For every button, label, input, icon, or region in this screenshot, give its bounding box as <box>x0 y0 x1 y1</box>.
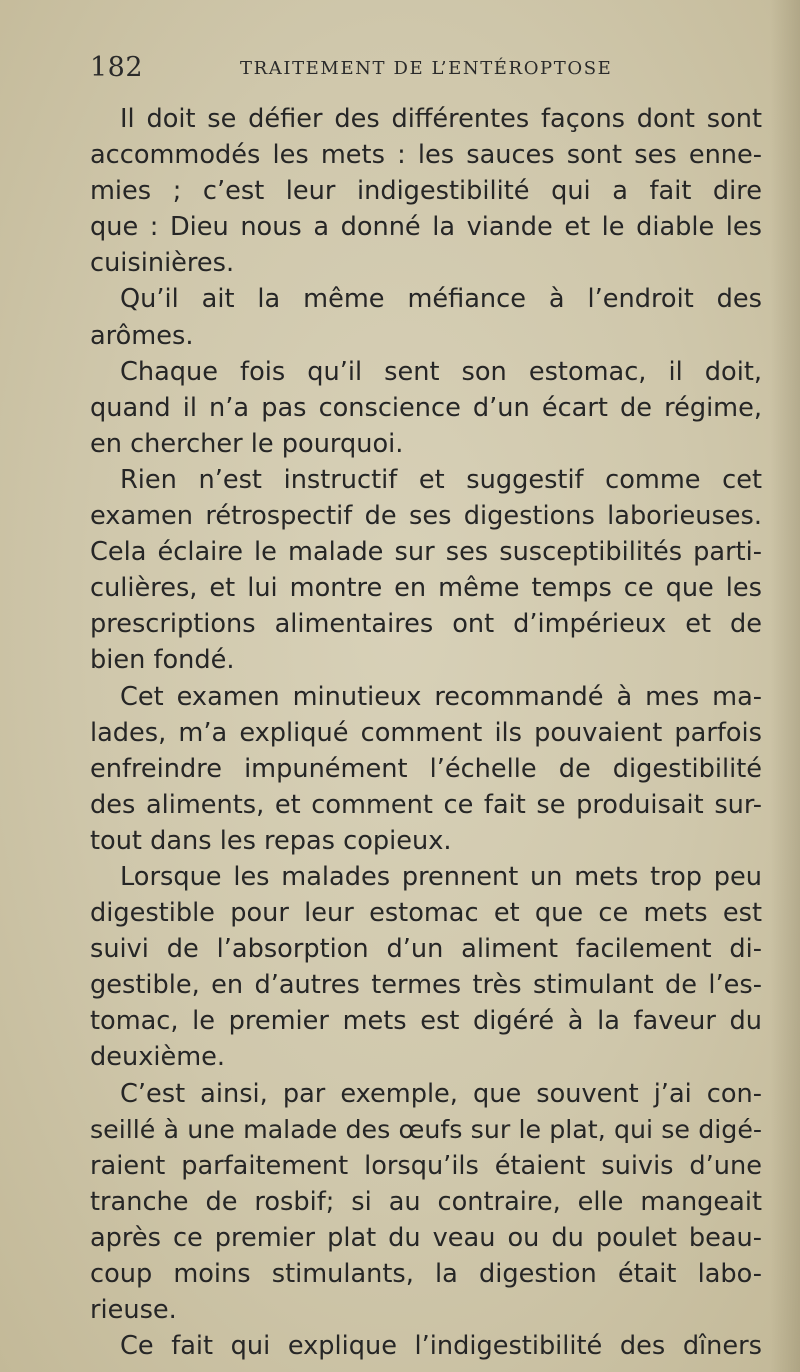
page-edge-shadow <box>770 0 800 1372</box>
text-line: accommodés les mets : les sauces sont ses enne- <box>90 140 762 171</box>
text-line: deuxième. <box>90 1042 226 1073</box>
page-number: 182 <box>90 52 144 83</box>
text-line: tranche de rosbif; si au contraire, elle mangeait <box>90 1186 762 1217</box>
text-line: digestible pour leur estomac et que ce mets est <box>90 898 762 929</box>
text-line: coup moins stimulants, la digestion était labo- <box>90 1259 762 1289</box>
text-line: enfreindre impunément l’échelle de digestibilité <box>90 753 762 784</box>
text-line: lades, m’a expliqué comment ils pouvaient parfois <box>90 717 762 748</box>
text-line: cuisinières. <box>90 248 235 279</box>
text-line: culières, et lui montre en même temps ce que les <box>90 573 762 604</box>
text-line: après ce premier plat du veau ou du poulet beau- <box>90 1222 762 1253</box>
text-line: que : Dieu nous a donné la viande et le diable les <box>90 212 762 243</box>
text-line: Chaque fois qu’il sent son estomac, il doit, <box>120 356 762 387</box>
text-line: quand il n’a pas conscience d’un écart de régime, <box>90 392 762 423</box>
text-line: Rien n’est instructif et suggestif comme cet <box>120 464 762 495</box>
text-line: Cela éclaire le malade sur ses susceptibilités parti- <box>90 537 762 568</box>
text-line: Qu’il ait la même méfiance à l’endroit des <box>120 284 762 315</box>
text-line: C’est ainsi, par exemple, que souvent j’ai con- <box>120 1078 762 1109</box>
text-line: arômes. <box>90 320 194 351</box>
body-text <box>90 101 762 1364</box>
text-line: tout dans les repas copieux. <box>90 825 452 856</box>
text-line: Ce fait qui explique l’indigestibilité des dîners <box>120 1331 762 1362</box>
text-line: bien fondé. <box>90 645 235 676</box>
text-line: rieuse. <box>90 1295 177 1326</box>
page-header <box>90 52 780 86</box>
text-line: en chercher le pourquoi. <box>90 428 404 459</box>
text-line: examen rétrospectif de ses digestions laborieuses. <box>90 501 762 532</box>
text-line: Il doit se défier des différentes façons dont sont <box>120 104 762 134</box>
text-line: Lorsque les malades prennent un mets trop peu <box>120 861 762 892</box>
text-line: prescriptions alimentaires ont d’impérieux et de <box>90 609 762 640</box>
text-line: seillé à une malade des œufs sur le plat, qui se digé- <box>90 1114 762 1144</box>
text-line: gestible, en d’autres termes très stimulant de l’es- <box>90 970 762 1001</box>
text-line: Cet examen minutieux recommandé à mes ma- <box>120 681 762 712</box>
text-line: tomac, le premier mets est digéré à la faveur du <box>90 1006 762 1037</box>
text-line: des aliments, et comment ce fait se produisait sur- <box>90 789 762 820</box>
text-line: mies ; c’est leur indigestibilité qui a fait dire <box>90 176 762 207</box>
text-line: suivi de l’absorption d’un aliment facilement di- <box>90 934 762 965</box>
running-title: TRAITEMENT DE L’ENTÉROPTOSE <box>240 58 613 79</box>
text-line: raient parfaitement lorsqu’ils étaient suivis d’une <box>90 1150 762 1181</box>
